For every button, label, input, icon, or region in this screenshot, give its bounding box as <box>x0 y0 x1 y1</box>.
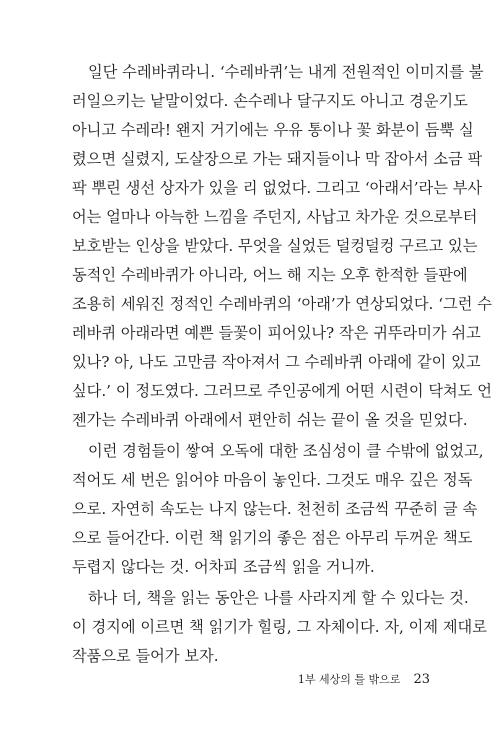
paragraph-2-line-2: 적어도 세 번은 읽어야 마음이 놓인다. 그것도 매우 깊은 정독 <box>72 471 473 489</box>
paragraph-2-line-4: 으로 들어간다. 이런 책 읽기의 좋은 점은 아무리 두꺼운 책도 <box>72 529 473 547</box>
paragraph-2-line-1: 이런 경험들이 쌓여 오독에 대한 조심성이 클 수밖에 없었고, <box>88 442 484 460</box>
paragraph-3-line-2: 이 경지에 이르면 책 읽기가 힐링, 그 자체이다. 자, 이제 제대로 <box>72 618 487 636</box>
paragraph-1-line-13: 젠가는 수레바퀴 아래에서 편안히 쉬는 끝이 올 것을 믿었다. <box>72 411 468 429</box>
paragraph-1-line-3: 아니고 수레라! 왠지 거기에는 우유 통이나 꽃 화분이 듬뿍 실 <box>72 121 474 139</box>
paragraph-3-line-1: 하나 더, 책을 읽는 동안은 나를 사라지게 할 수 있다는 것. <box>88 589 469 607</box>
paragraph-3-line-3: 작품으로 들어가 보자. <box>72 647 219 665</box>
paragraph-1-line-8: 동적인 수레바퀴가 아니라, 어느 해 지는 오후 한적한 들판에 <box>72 266 468 284</box>
paragraph-1-line-2: 러일으키는 낱말이었다. 손수레나 달구지도 아니고 경운기도 <box>72 92 468 110</box>
paragraph-1-line-7: 보호받는 인상을 받았다. 무엇을 실었든 덜컹덜컹 구르고 있는 <box>72 237 478 255</box>
paragraph-1-line-6: 어는 얼마나 아늑한 느낌을 주던지, 사납고 차가운 것으로부터 <box>72 208 478 226</box>
paragraph-1-line-4: 렸으면 실렸지, 도살장으로 가는 돼지들이나 막 잡아서 소금 팍 <box>72 150 483 168</box>
paragraph-1-line-9: 조용히 세워진 정적인 수레바퀴의 ‘아래’가 연상되었다. ‘그런 수 <box>72 295 492 313</box>
page-number: 23 <box>413 672 430 687</box>
paragraph-2-line-3: 으로. 자연히 속도는 나지 않는다. 천천히 조금씩 꾸준히 글 속 <box>72 500 478 518</box>
paragraph-2-line-5: 두렵지 않다는 것. 어차피 조금씩 읽을 거니까. <box>72 558 375 576</box>
running-head: 1부 세상의 틀 밖으로 <box>297 673 401 686</box>
paragraph-1-line-5: 팍 뿌린 생선 상자가 있을 리 없었다. 그리고 ‘아래서’라는 부사 <box>72 179 483 197</box>
paragraph-1-line-11: 있나? 아, 나도 고만큼 작아져서 그 수레바퀴 아래에 같이 있고 <box>72 353 481 371</box>
paragraph-1-line-12: 싶다.’ 이 정도였다. 그러므로 주인공에게 어떤 시련이 닥쳐도 언 <box>72 382 492 400</box>
paragraph-1-line-1: 일단 수레바퀴라니. ‘수레바퀴’는 내게 전원적인 이미지를 불 <box>88 63 484 81</box>
page-footer <box>298 668 430 687</box>
paragraph-1-line-10: 레바퀴 아래라면 예쁜 들꽃이 피어있나? 작은 귀뚜라미가 쉬고 <box>72 324 481 342</box>
